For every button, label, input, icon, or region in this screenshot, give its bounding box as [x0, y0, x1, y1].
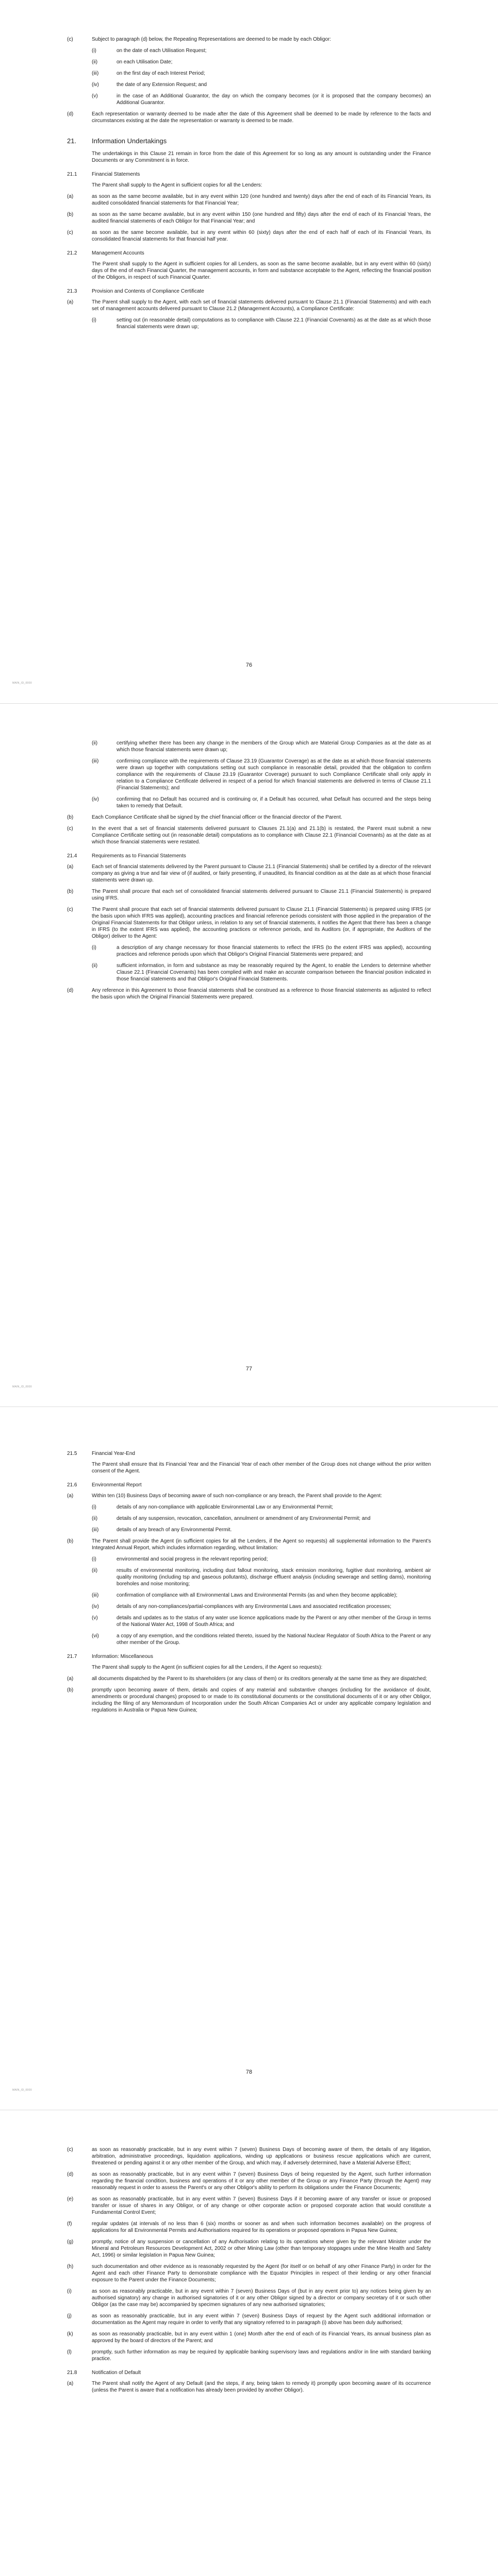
list-item	[92, 1592, 431, 1599]
item-number: (j)	[67, 2313, 72, 2319]
page-footer-id: MAIN_ID_0000	[12, 1385, 32, 1388]
item-number: (ii)	[92, 963, 98, 969]
clause-heading	[67, 138, 431, 144]
item-number: (iv)	[92, 82, 99, 88]
list-item	[67, 229, 431, 243]
clause-number: 21.5	[67, 1451, 77, 1456]
page-number: 78	[245, 2069, 253, 2075]
item-number: (i)	[92, 945, 96, 951]
item-text: Any reference in this Agreement to those financial statements shall be construed as a reference to those financial statements as adjusted to reflect the basis upon which the Original Financial Statements were prepared.	[92, 988, 431, 1000]
item-text: details of any suspension, revocation, cancellation, annulment or amendment of any Environmental Permit; and	[117, 1516, 371, 1521]
list-item	[67, 814, 431, 821]
item-number: (i)	[92, 317, 96, 323]
item-number: (h)	[67, 2264, 74, 2269]
list-item	[67, 906, 431, 940]
item-text: confirming compliance with the requirements of Clause 23.19 (Guarantor Coverage) as at the date as at which those financial statements were drawn up together with computations setting out such compliance in reasonable detail, provided that the obligation to confirm compliance with the requirements of Clause 23.19 (Guarantor Coverage) pursuant to such Compliance Certificate shall only apply in relation to a Compliance Certificate delivered in respect of a period for which financial statements are delivered in terms of Clause 21.1 (Financial Statements); and	[117, 758, 431, 791]
list-item	[92, 740, 431, 753]
list-item	[92, 796, 431, 809]
item-number: (c)	[67, 230, 73, 235]
item-text: a description of any change necessary for those financial statements to reflect the IFRS (to the extent IFRS was applied), accounting practices and reference periods upon which that Obligor's Original Financial Statements were prepared; and	[117, 945, 431, 957]
list-item	[67, 2239, 431, 2259]
item-text: sufficient information, in form and substance as may be reasonably required by the Agent, to enable the Lenders to determine whether Clause 22.1 (Financial Covenants) has been complied with and make an accurate comparison between the financial position indicated in those financial statements and that Obligor's Original Financial Statements.	[117, 963, 431, 982]
item-number: (a)	[67, 1493, 74, 1499]
item-number: (b)	[67, 889, 74, 894]
item-number: (a)	[67, 194, 74, 199]
clause-title: Provision and Contents of Compliance Certificate	[92, 289, 204, 294]
list-item	[67, 1675, 431, 1682]
clause-number: 21.3	[67, 289, 77, 294]
list-item	[67, 2146, 431, 2166]
clause-number: 21.2	[67, 250, 77, 256]
item-text: results of environmental monitoring, including dust fallout monitoring, stack emission monitoring, fugitive dust monitoring, ambient air quality monitoring (including tsp and gaseous pollutants), discharge effluent analysis (including sewerage and settling dams), monitoring boreholes and noise monitoring;	[117, 1568, 431, 1587]
item-number: (c)	[67, 37, 73, 42]
subclause-heading	[67, 171, 431, 178]
list-item	[67, 2349, 431, 2362]
list-item	[92, 1633, 431, 1646]
list-item	[92, 93, 431, 106]
clause-title: Environmental Report	[92, 1482, 142, 1488]
item-text: setting out (in reasonable detail) computations as to compliance with Clause 22.1 (Financial Covenants) as at the date as at which those financial statements were drawn up;	[117, 317, 431, 330]
item-text: on the first day of each Interest Period;	[117, 71, 205, 76]
item-text: The Parent shall provide the Agent (in sufficient copies for all the Lenders, if the Agent so requests) all supplemental information to the Parent's Integrated Annual Report, which includes information regarding, without limitation:	[92, 1538, 431, 1551]
item-number: (d)	[67, 988, 74, 993]
list-item	[92, 70, 431, 77]
item-text: on the date of each Utilisation Request;	[117, 48, 207, 54]
item-number: (d)	[67, 2172, 74, 2177]
item-text: such documentation and other evidence as is reasonably requested by the Agent (for itself or on behalf of any other Finance Party) in order for the Agent and each other Finance Party to demonstrate compliance with the Equator Principles in respect of their lending or any other financial exposure to the Parent under the Finance Documents;	[92, 2264, 431, 2283]
item-number: (b)	[67, 815, 74, 820]
item-text: all documents dispatched by the Parent to its shareholders (or any class of them) or its creditors generally at the same time as they are dispatched;	[92, 1676, 427, 1682]
item-text: details of any breach of any Environmental Permit.	[117, 1527, 232, 1533]
page-footer-id: MAIN_ID_0000	[12, 2089, 32, 2092]
list-item	[92, 962, 431, 982]
item-number: (iv)	[92, 1604, 99, 1609]
item-number: (iii)	[92, 758, 99, 764]
item-number: (ii)	[92, 59, 98, 65]
list-item	[67, 299, 431, 312]
subclause-heading	[67, 288, 431, 295]
clause-number: 21.4	[67, 853, 77, 859]
item-number: (a)	[67, 1676, 74, 1682]
paragraph: The Parent shall supply to the Agent (in sufficient copies for all the Lenders, if the Agent so requests):	[92, 1665, 323, 1670]
item-number: (i)	[67, 2289, 72, 2294]
item-text: environmental and social progress in the relevant reporting period;	[117, 1556, 268, 1562]
list-item	[67, 2196, 431, 2216]
paragraph: The Parent shall supply to the Agent in sufficient copies for all Lenders, as soon as the same become available, but in any event within 60 (sixty) days of the end of each Financial Quarter, the management accounts, in form and substance acceptable to the Agent, reflecting the financial position of the Obligors, in respect of such Financial Quarter.	[92, 261, 431, 280]
list-item	[67, 863, 431, 884]
item-number: (i)	[92, 48, 96, 54]
list-item	[67, 2288, 431, 2308]
item-number: (iii)	[92, 1527, 99, 1533]
clause-number: 21.1	[67, 172, 77, 177]
item-text: Each representation or warranty deemed to be made after the date of this Agreement shall be deemed to be made by reference to the facts and circumstances existing at the date the representation or warranty is deemed to be made.	[92, 111, 431, 124]
list-item	[92, 758, 431, 791]
item-text: The Parent shall supply to the Agent, with each set of financial statements delivered pursuant to Clause 21.1 (Financial Statements) and with each set of management accounts delivered pursuant to Clause 21.2 (Management Accounts), a Compliance Certificate:	[92, 299, 431, 312]
subclause-heading	[67, 2369, 431, 2376]
item-number: (ii)	[92, 740, 98, 746]
item-text: Subject to paragraph (d) below, the Repeating Representations are deemed to be made by each Obligor:	[92, 37, 331, 42]
item-text: promptly, such further information as may be required by applicable banking supervisory laws and regulations and/or in line with standard banking practice.	[92, 2349, 431, 2362]
item-number: (a)	[67, 2381, 74, 2386]
clause-title: Financial Year-End	[92, 1451, 135, 1456]
item-number: (b)	[67, 212, 74, 217]
clause-title: Information Undertakings	[92, 137, 167, 145]
clause-number: 21.6	[67, 1482, 77, 1488]
item-number: (g)	[67, 2239, 74, 2245]
subclause-heading	[67, 1450, 431, 1457]
item-number: (c)	[67, 2147, 73, 2153]
list-item	[67, 825, 431, 845]
subclause-heading	[67, 1653, 431, 1660]
item-number: (ii)	[92, 1516, 98, 1521]
list-item	[92, 944, 431, 958]
list-item	[92, 1615, 431, 1628]
clause-number: 21.7	[67, 1654, 77, 1659]
item-text: as soon as reasonably practicable, but in any event within 1 (one) Month after the end of each of its Financial Years, its annual business plan as approved by the board of directors of the Parent; and	[92, 2331, 431, 2344]
item-number: (d)	[67, 111, 74, 117]
item-number: (ii)	[92, 1568, 98, 1573]
list-item	[92, 59, 431, 65]
item-number: (v)	[92, 93, 98, 99]
paragraph: The undertakings in this Clause 21 remain in force from the date of this Agreement for so long as any amount is outstanding under the Finance Documents or any Commitment is in force.	[92, 151, 431, 163]
item-number: (a)	[67, 864, 74, 870]
list-item	[92, 1515, 431, 1522]
item-text: The Parent shall procure that each set of financial statements delivered pursuant to Clause 21.1 (Financial Statements) is prepared using IFRS (or the basis upon which IFRS was applied), accounting practices and financial reference periods consistent with those applied in the preparation of the Original Financial Statements for that Obligor unless, in relation to any set of financial statements, it notifies the Agent that there has been a change in IFRS (to the extent IFRS was applied), the accounting practices or reference periods, and its Auditors (or, if appropriate, the Auditors of the Obligor) deliver to the Agent:	[92, 907, 431, 939]
item-number: (iii)	[92, 71, 99, 76]
list-item	[92, 47, 431, 54]
item-text: details and updates as to the status of any water use licence applications made by the Parent or any other member of the Group in terms of the National Water Act, 1998 of South Africa; and	[117, 1615, 431, 1628]
clause-title: Information: Miscellaneous	[92, 1654, 153, 1659]
document-page	[0, 1406, 498, 2110]
list-item	[92, 1556, 431, 1563]
item-number: (l)	[67, 2349, 72, 2355]
item-text: in the case of an Additional Guarantor, the day on which the company becomes (or it is proposed that the company becomes) an Additional Guarantor.	[117, 93, 431, 106]
item-text: promptly, notice of any suspension or cancellation of any Authorisation relating to its operations where given by the relevant Minister under the Mineral and Petroleum Resources Development Act, 2002 or other Mining Law (other than temporary stoppages under the Mine Health and Safety Act, 1996) or similar legislation in Papua New Guinea;	[92, 2239, 431, 2258]
clause-title: Management Accounts	[92, 250, 144, 256]
list-item	[92, 1504, 431, 1511]
item-text: the date of any Extension Request; and	[117, 82, 207, 88]
list-item	[67, 2313, 431, 2326]
item-number: (vi)	[92, 1633, 99, 1639]
item-text: as soon as reasonably practicable, but in any event within 7 (seven) Business Days if it becoming aware of any transfer or issue or proposed transfer or issue of shares in any Obligor, or of any change or other corporate action or proposed corporate action that would constitute a Fundamental Control Event;	[92, 2196, 431, 2215]
item-text: Each set of financial statements delivered by the Parent pursuant to Clause 21.1 (Financial Statements) shall be certified by a director of the relevant company as giving a true and fair view of (if audited, or fairly presenting, if unaudited, its financial condition as at the date as at which those financial statements were drawn up.	[92, 864, 431, 883]
page-number: 76	[245, 662, 253, 668]
paragraph: The Parent shall supply to the Agent in sufficient copies for all the Lenders:	[92, 182, 262, 188]
item-text: as soon as reasonably practicable, but in any event within 7 (seven) Business Days of request by the Agent such additional information or documentation as the Agent may require in order to verify that any signatory referred to in paragraph (i) above has been duly authorised;	[92, 2313, 431, 2326]
item-number: (f)	[67, 2221, 72, 2227]
item-text: as soon as reasonably practicable, but in any event within 7 (seven) Business Days of being requested by the Agent, such further information regarding the financial condition, business and operations of it or any other member of the Group or any Finance Party (through the Agent) may reasonably request in order to assess the Parent's or any other Obligor's ability to perform its obligations under the Finance Documents;	[92, 2172, 431, 2191]
list-item	[92, 1603, 431, 1610]
item-text: confirmation of compliance with all Environmental Laws and Environmental Permits (as and when they become applicable);	[117, 1592, 397, 1598]
item-text: as soon as reasonably practicable, but in any event within 7 (seven) Business Days of becoming aware of them, the details of any litigation, arbitration, administrative proceedings, liquidation applications, winding up applications or business rescue applications which are current, threatened or pending against it or any other member of the Group, and which may, if adversely determined, have a Material Adverse Effect;	[92, 2147, 431, 2166]
item-text: Within ten (10) Business Days of becoming aware of such non-compliance or any breach, the Parent shall provide to the Agent:	[92, 1493, 383, 1499]
item-number: (i)	[92, 1556, 96, 1562]
subclause-heading	[67, 853, 431, 859]
item-number: (b)	[67, 1687, 74, 1693]
clause-number: 21.8	[67, 2370, 77, 2376]
clause-title: Requirements as to Financial Statements	[92, 853, 186, 859]
item-number: (k)	[67, 2331, 73, 2337]
list-item	[92, 1527, 431, 1533]
item-text: regular updates (at intervals of no less than 6 (six) months or sooner as and when such information becomes available) on the progress of applications for all Environmental Permits and Authorisations required for its operations or proposed operations in Papua New Guinea;	[92, 2221, 431, 2233]
subclause-heading	[67, 1482, 431, 1488]
subclause-heading	[67, 250, 431, 257]
list-item	[67, 1538, 431, 1551]
item-text: In the event that a set of financial statements delivered pursuant to Clauses 21.1(a) and 21.1(b) is restated, the Parent must submit a new Compliance Certificate setting out (in reasonable detail) computations as to compliance with Clause 22.1 (Financial Covenants) as at the date as at which those financial statements were restated.	[92, 826, 431, 845]
clause-number: 21.	[67, 137, 77, 145]
list-item	[67, 2221, 431, 2234]
item-text: as soon as reasonably practicable, but in any event within 7 (seven) Business Days of (but in any event prior to) any notices being given by an authorised signatory) any change in authorised signatories of it or any other Obligor signed by a director or company secretary of it or such other Obligor (as the case may be) accompanied by specimen signatures of any new authorised signatories;	[92, 2289, 431, 2308]
item-number: (e)	[67, 2196, 74, 2202]
item-text: certifying whether there has been any change in the members of the Group which are Material Group Companies as at the date as at which those financial statements were drawn up;	[117, 740, 431, 753]
item-text: details of any non-compliances/partial-compliances with any Environmental Laws and associated rectification processes;	[117, 1604, 392, 1609]
list-item	[67, 193, 431, 207]
list-item	[67, 987, 431, 1001]
item-text: promptly upon becoming aware of them, details and copies of any material and substantive changes (including for the avoidance of doubt, amendments or procedural changes) proposed to or made to its constitutional documents or the constitutional documents of it or any other Obligor, including the filing of any Memorandum of Incorporation under the South African Companies Act or under any applicable company legislation and regulations in Australia or Papua New Guinea;	[92, 1687, 431, 1713]
document-page	[0, 703, 498, 1406]
item-text: Each Compliance Certificate shall be signed by the chief financial officer or the financial director of the Parent.	[92, 815, 342, 820]
document-page	[0, 2110, 498, 2576]
paragraph: The Parent shall ensure that its Financial Year and the Financial Year of each other member of the Group does not change without the prior written consent of the Agent.	[92, 1462, 431, 1474]
item-text: confirming that no Default has occurred and is continuing or, if a Default has occurred, what Default has occurred and the steps being taken to remedy that Default.	[117, 796, 431, 809]
list-item	[67, 1687, 431, 1714]
list-item	[67, 36, 431, 43]
item-number: (i)	[92, 1504, 96, 1510]
item-text: The Parent shall procure that each set of consolidated financial statements delivered pursuant to Clause 21.1 (Financial Statements) is prepared using IFRS.	[92, 889, 431, 901]
item-text: a copy of any exemption, and the conditions related thereto, issued by the National Nuclear Regulator of South Africa to the Parent or any other member of the Group.	[117, 1633, 431, 1646]
page-footer-id: MAIN_ID_0000	[12, 682, 32, 685]
list-item	[67, 888, 431, 902]
item-text: on each Utilisation Date;	[117, 59, 173, 65]
item-number: (c)	[67, 826, 73, 832]
document-page	[0, 0, 498, 703]
list-item	[67, 1493, 431, 1499]
list-item	[67, 211, 431, 225]
item-text: The Parent shall notify the Agent of any Default (and the steps, if any, being taken to remedy it) promptly upon becoming aware of its occurrence (unless the Parent is aware that a notification has already been provided by another Obligor).	[92, 2381, 431, 2393]
item-number: (v)	[92, 1615, 98, 1621]
list-item	[67, 2263, 431, 2283]
list-item	[67, 111, 431, 124]
list-item	[92, 317, 431, 330]
list-item	[67, 2380, 431, 2394]
item-number: (iii)	[92, 1592, 99, 1598]
item-number: (b)	[67, 1538, 74, 1544]
item-number: (a)	[67, 299, 74, 305]
list-item	[92, 81, 431, 88]
item-text: as soon as the same became available, but in any event within 150 (one hundred and fifty) days after the end of each of its Financial Years, the audited financial statements of each Obligor for that Financial Year; and	[92, 212, 431, 224]
item-number: (iv)	[92, 796, 99, 802]
item-text: as soon as the same become available, but in any event within 60 (sixty) days after the end of each half of each of its Financial Years, its consolidated financial statements for that financial half year.	[92, 230, 431, 242]
list-item	[92, 1567, 431, 1587]
item-text: as soon as the same become available, but in any event within 120 (one hundred and twenty) days after the end of each of its Financial Years, its audited consolidated financial statements for that Financial Year;	[92, 194, 431, 206]
item-text: details of any non-compliance with applicable Environmental Law or any Environmental Permit;	[117, 1504, 334, 1510]
list-item	[67, 2331, 431, 2344]
list-item	[67, 2171, 431, 2191]
item-number: (c)	[67, 907, 73, 912]
clause-title: Financial Statements	[92, 172, 140, 177]
page-number: 77	[245, 1366, 253, 1372]
clause-title: Notification of Default	[92, 2370, 141, 2376]
